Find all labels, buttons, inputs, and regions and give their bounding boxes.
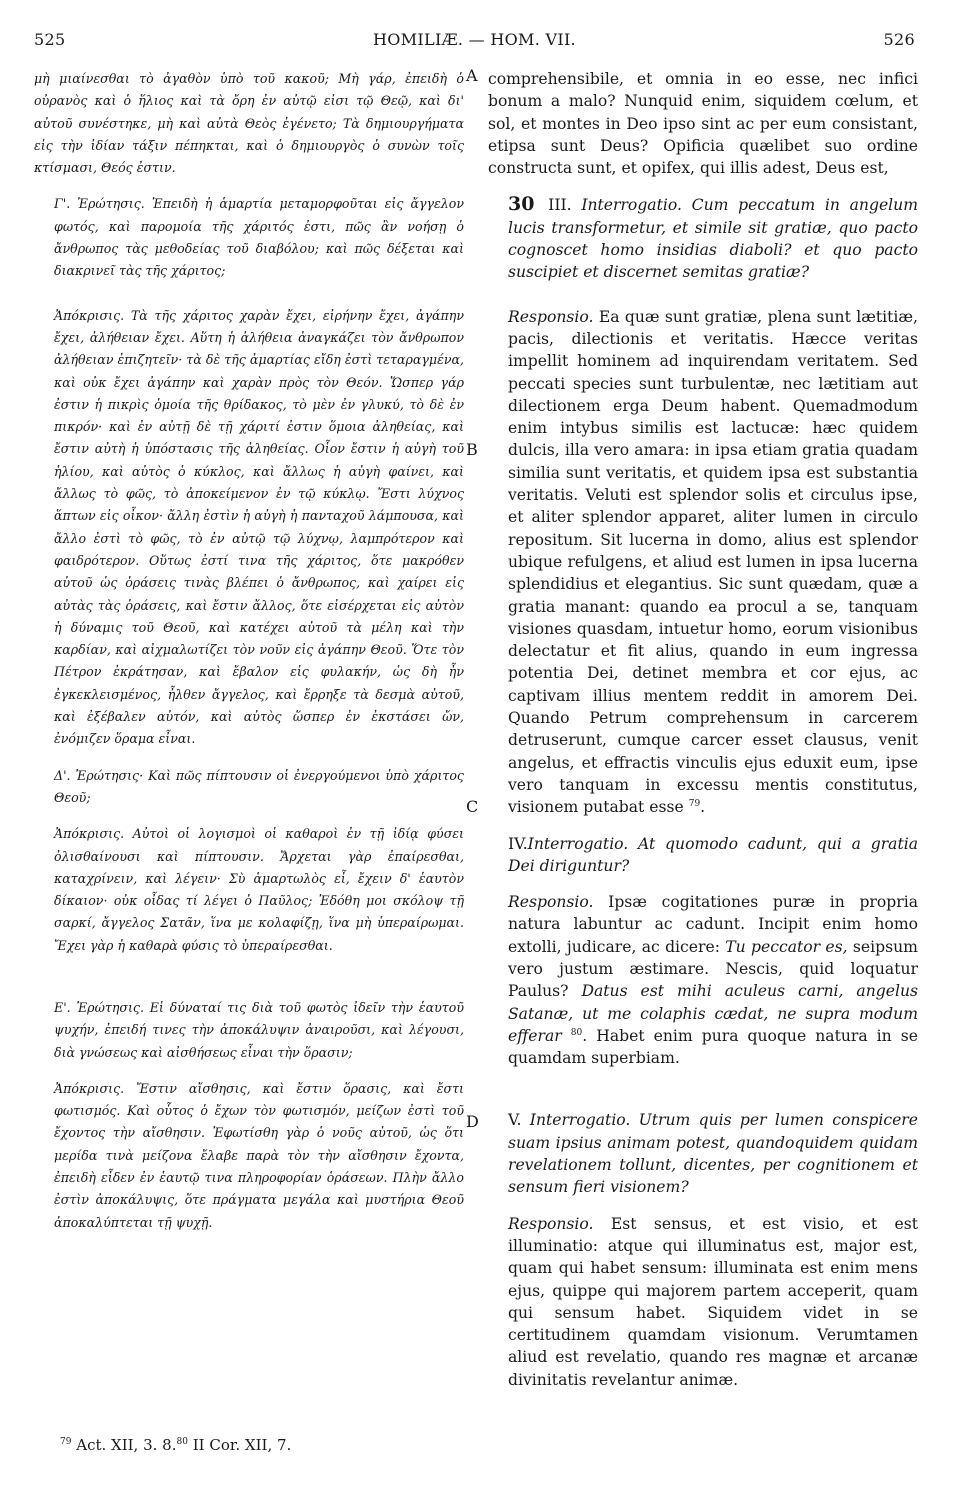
footnotes bbox=[60, 1436, 291, 1454]
latin-column bbox=[488, 68, 918, 1391]
greek-question-3: Γ'. Ἐρώτησις. Ἐπειδὴ ἡ ἁμαρτία μεταμορφοῦται εἰς ἄγγελον φωτός, καὶ παρομοία τῆς χάριτός ἐστι, πῶς ἂν νοήσῃ ὁ ἄνθρωπος τὰς μεθοδείας τοῦ διαβόλου; καὶ πῶς δέξεται καὶ διακρινεῖ τὰς τῆς χάριτος; bbox=[54, 196, 464, 279]
question-5-head: V. bbox=[508, 1111, 522, 1130]
latin-question-4 bbox=[488, 833, 918, 878]
question-4-text: Interrogatio. At quomodo cadunt, qui a gratia Dei diriguntur? bbox=[508, 834, 918, 875]
page-number-right: 526 bbox=[883, 30, 915, 49]
footnote-number-79: 79 bbox=[60, 1437, 72, 1447]
latin-question-5 bbox=[488, 1109, 918, 1198]
answer-4-italic-2: Datus est mihi aculeus carni, angelus Satanæ, ut me colaphis cædat, ne supra modum efferar bbox=[508, 982, 918, 1045]
answer-5-text: Est sensus, et est visio, et est illuminatio: atque qui illuminatus est, major est, quam qui habet sensum: illuminata est enim mens ejus, quippe qui majorem partem acceperit, quam qui sensum habet. Siquidem videt in se certitudinem quamdam visionum. Verumtamen aliud est revelatio, quando res magnæ et arcanæ divinitatis revelantur animæ. bbox=[508, 1214, 918, 1389]
margin-letter-d: D bbox=[466, 1112, 479, 1131]
greek-answer-5: Ἀπόκρισις. Ἔστιν αἴσθησις, καὶ ἔστιν ὅρασις, καὶ ἔστι φωτισμός. Καὶ οὗτος ὁ ἔχων τὸν φωτισμόν, μείζων ἐστὶ τοῦ ἔχοντος τὴν αἴσθησιν. Ἐφωτίσθη γὰρ ὁ νοῦς αὐτοῦ, ὡς ὅτι μερίδα τινὰ μείζονα ἔλαβε παρὰ τὸν τὴν αἴσθησιν ἔχοντα, ἐπειδὴ εἶδεν ἐν ἑαυτῷ τινα πληροφορίαν ὁράσεων. Πλὴν ἄλλο ἐστὶν ἀποκάλυψις, ὅτε πράγματα μεγάλα καὶ μυστήρια Θεοῦ ἀποκαλύπτεται τῇ ψυχῇ. bbox=[54, 1080, 464, 1230]
running-header bbox=[34, 30, 915, 54]
latin-paragraph-intro: comprehensibile, et omnia in eo esse, nec infici bonum a malo? Nunquid enim, siquidem cœlum, et sol, et montes in Deo ipso sint ac per eum consistant, etipsa sunt Deus? Opificia quælibet suo ordine constructa sunt, et opifex, qui illis adest, Deus est, bbox=[488, 70, 918, 178]
answer-4-text-1: Ipsæ cogitationes puræ in propria natura labuntur ac cadunt. Incipit enim homo extolli, judicare, ac dicere: bbox=[508, 893, 918, 956]
latin-question-3 bbox=[488, 193, 918, 283]
greek-paragraph-intro: μὴ μιαίνεσθαι τὸ ἀγαθὸν ὑπὸ τοῦ κακοῦ; Μὴ γάρ, ἐπειδὴ ὁ οὐρανὸς καὶ ὁ ἥλιος καὶ τὰ ὄρη ἐν αὐτῷ εἰσι τῷ Θεῷ, καὶ δι' αὐτοῦ συνέστηκε, μὴ καὶ αὐτὰ Θεὸς ἐγένετο; Τὰ δημιουργήματα εἰς τὴν ἰδίαν τάξιν πέπηκται, καὶ ὁ δημιουργὸς ὁ συνὼν τοῖς κτίσμασι, Θεός ἐστιν. bbox=[34, 71, 464, 176]
answer-4-text-3: . Habet enim pura quoque natura in se quamdam superbiam. bbox=[508, 1026, 918, 1068]
question-4-head: IV. bbox=[508, 834, 528, 853]
margin-letter-b: B bbox=[466, 440, 478, 459]
responsio-label: Responsio. bbox=[508, 893, 594, 912]
footnote-ref-80: 80 bbox=[570, 1027, 583, 1038]
footnote-text-79: Act. XII, 3. 8. bbox=[76, 1436, 177, 1454]
greek-column bbox=[34, 68, 464, 1234]
answer-4-italic-1: Tu peccator es, bbox=[725, 937, 848, 956]
question-3-head: III. bbox=[548, 196, 572, 215]
answer-4-text-2: seipsum vero justum æstimare. Nescis, quid loquatur Paulus? bbox=[508, 937, 918, 1001]
greek-answer-4: Ἀπόκρισις. Αὐτοὶ οἱ λογισμοὶ οἱ καθαροὶ ἐν τῇ ἰδίᾳ φύσει ὀλισθαίνουσι καὶ πίπτουσιν. Ἄρχεται γὰρ ἐπαίρεσθαι, καταχρίνειν, καὶ λέγειν· Σὺ ἁμαρτωλὸς εἶ, ἔχειν δ' ἑαυτὸν δίκαιον· οὐκ οἶδας τί λέγει ὁ Παῦλος; Ἐδόθη μοι σκόλοψ τῇ σαρκί, ἄγγελος Σατᾶν, ἵνα με κολαφίζῃ, ἵνα μὴ ὑπεραίρωμαι. Ἔχει γὰρ ἡ καθαρὰ φύσις τὸ ὑπεραίρεσθαι. bbox=[54, 826, 464, 953]
margin-letter-a: A bbox=[466, 66, 478, 85]
footnote-number-80: 80 bbox=[176, 1437, 188, 1447]
question-3-text: Interrogatio. Cum peccatum in angelum lucis transformetur, et simile sit gratiæ, quo pacto cognoscet homo insidias diaboli? et quo pacto suscipiet et discernet semitas gratiæ? bbox=[508, 196, 918, 282]
greek-answer-3: Ἀπόκρισις. Τὰ τῆς χάριτος χαρὰν ἔχει, εἰρήνην ἔχει, ἀγάπην ἔχει, ἀλήθειαν ἔχει. Αὕτη ἡ ἀλήθεια ἀναγκάζει τὸν ἄνθρωπον ἀλήθειαν ἐπιζητεῖν· τὰ δὲ τῆς ἁμαρτίας εἴδη ἐστὶ τεταραγμένα, καὶ οὐκ ἔχει ἀγάπην καὶ χαρὰν πρὸς τὸν Θεόν. Ὥσπερ γάρ ἐστιν ἡ πικρὶς ὁμοία τῆς θρίδακος, τὸ μὲν ἐν γλυκύ, τὸ δὲ ἐν πικρόν· καὶ ἐν αὐτῇ δὲ τῇ χάριτί ἐστιν ὅμοια ἀληθείας, καὶ ἔστιν αὐτὴ ἡ ὑπόστασις τῆς ἀληθείας. Οἷον ἔστιν ἡ αὐγὴ τοῦ ἡλίου, καὶ αὐτὸς ὁ κύκλος, καὶ ἄλλως ἡ αὐγὴ φαίνει, καὶ ἄλλως τὸ φῶς, τὸ ἀποκείμενον ἐν τῷ κύκλῳ. Ἔστι λύχνος ἅπτων εἰς οἶκον· ἄλλη ἐστὶν ἡ αὐγὴ ἡ πανταχοῦ λάμπουσα, καὶ ἄλλο ἐστὶ τὸ φῶς, τὸ ἐν αὐτῷ τῷ λύχνῳ, λαμπρότερον καὶ φαιδρότερον. Οὕτως ἐστί τινα τῆς χάριτος, ὅτε μακρόθεν αὐτοῦ ὡς ὁράσεις τινὰς βλέπει ὁ ἄνθρωπος, καὶ χαίρει εἰς αὐτὰς τὰς ὁράσεις, καὶ ἔστιν ἄλλος, ὅτε εἰσέρχεται εἰς αὐτὸν ἡ δύναμις τοῦ Θεοῦ, καὶ κατέχει αὐτοῦ τὰ μέλη καὶ τὴν καρδίαν, καὶ αἰχμαλωτίζει τὸν νοῦν εἰς ἀγάπην Θεοῦ. Ὅτε τὸν Πέτρον ἐκράτησαν, καὶ ἔβαλον εἰς φυλακήν, ὡς δὴ ἦν ἐγκεκλεισμένος, ἦλθεν ἄγγελος, καὶ ἔρρηξε τὰ δεσμὰ αὐτοῦ, καὶ ἐξέβαλεν αὐτόν, καὶ αὐτὸς ὥσπερ ἐν ἐκστάσει ὤν, ἐνόμιζεν ὅραμα εἶναι. bbox=[54, 307, 464, 747]
latin-answer-5 bbox=[488, 1213, 918, 1391]
greek-question-4: Δ'. Ἐρώτησις· Καὶ πῶς πίπτουσιν οἱ ἐνεργούμενοι ὑπὸ χάριτος Θεοῦ; bbox=[54, 767, 464, 805]
answer-3-text: Ea quæ sunt gratiæ, plena sunt lætitiæ, pacis, dilectionis et veritatis. Hæcce veritas impellit hominem ad inquirendam veritatem. Sed peccati species sunt turbulentæ, nec lætitiam aut dilectionem erga Deum habent. Quemadmodum enim intybus similis est lactucæ: hæc quidem dulcis, illa vero amara: in ipsa etiam gratia quadam similia sunt veritatis, et quidem ipsa est substantia veritatis. Veluti est splendor solis et circulus ipse, et aliter splendor apparet, aliter lumen in circulo repositum. Sit lucerna in domo, alius est splendor ubique refulgens, et aliud est lumen in ipsa lucerna splendidius et elegantius. Sic sunt quædam, quæ a gratia manant: quando ea procul a se, tanquam visiones quasdam, intuetur homo, eorum visionibus delectatur et fit alius, quando in eum ingressa potentia Dei, detinet membra et cor ejus, ac captivam illius mentem reddit in amorem Dei. Quando Petrum comprehensum in carcerem detruserunt, cumque carcer esset clausus, venit angelus, et effractis vinculis ejus eduxit eum, ipse vero tanquam in excessu mentis constitutus, visionem putabat esse bbox=[508, 307, 918, 817]
responsio-label: Responsio. bbox=[508, 307, 594, 326]
latin-answer-3: Responsio. Ea quæ sunt gratiæ, plena sunt lætitiæ, pacis, dilectionis et veritatis. Hæcce veritas impellit hominem ad inquirendam veritatem. Sed peccati species sunt turbulentæ, nec lætitiam aut dilectionem erga Deum habent. Quemadmodum enim intybus similis est lactucæ: hæc quidem dulcis, illa vero amara: in ipsa etiam gratia quadam similia sunt veritatis, et quidem ipsa est substantia veritatis. Veluti est splendor solis et circulus ipse, et aliter splendor apparet, aliter lumen in circulo repositum. Sit lucerna in domo, alius est splendor ubique refulgens, et aliud est lumen in ipsa lucerna splendidius et elegantius. Sic sunt quædam, quæ a gratia manant: quando ea procul a se, tanquam visiones quasdam, intuetur homo, eorum visionibus delectatur et fit alius, quando in eum ingressa potentia Dei, detinet membra et cor ejus, ac captivam illius mentem reddit in amorem Dei. Quando Petrum comprehensum in carcerem detruserunt, cumque carcer esset clausus, venit angelus, et effractis vinculis ejus eduxit eum, ipse vero tanquam in excessu mentis constitutus, visionem putabat esse $^{79}$. bbox=[508, 307, 918, 817]
latin-answer-4 bbox=[488, 891, 918, 1069]
page-number-left: 525 bbox=[34, 30, 66, 49]
margin-letter-c: C bbox=[466, 797, 479, 816]
responsio-label: Responsio. bbox=[508, 1214, 594, 1233]
footnote-text-80: II Cor. XII, 7. bbox=[192, 1436, 292, 1454]
section-number: 30 bbox=[508, 193, 535, 216]
question-5-text: Interrogatio. Utrum quis per lumen conspicere suam ipsius animam potest, quandoquidem quidam revelationem tollunt, dicentes, per cognitionem et sensum fieri visionem? bbox=[508, 1111, 918, 1197]
running-title: HOMILIÆ. — HOM. VII. bbox=[373, 30, 576, 49]
greek-question-5: Ε'. Ἐρώτησις. Εἰ δύναταί τις διὰ τοῦ φωτὸς ἰδεῖν τὴν ἑαυτοῦ ψυχήν, ἐπειδή τινες τὴν ἀποκάλυψιν ἀναιροῦσι, καὶ λέγουσι, διὰ γνώσεως καὶ αἰσθήσεως εἶναι τὴν ὅρασιν; bbox=[54, 999, 464, 1060]
footnote-ref-79: 79 bbox=[688, 799, 701, 810]
